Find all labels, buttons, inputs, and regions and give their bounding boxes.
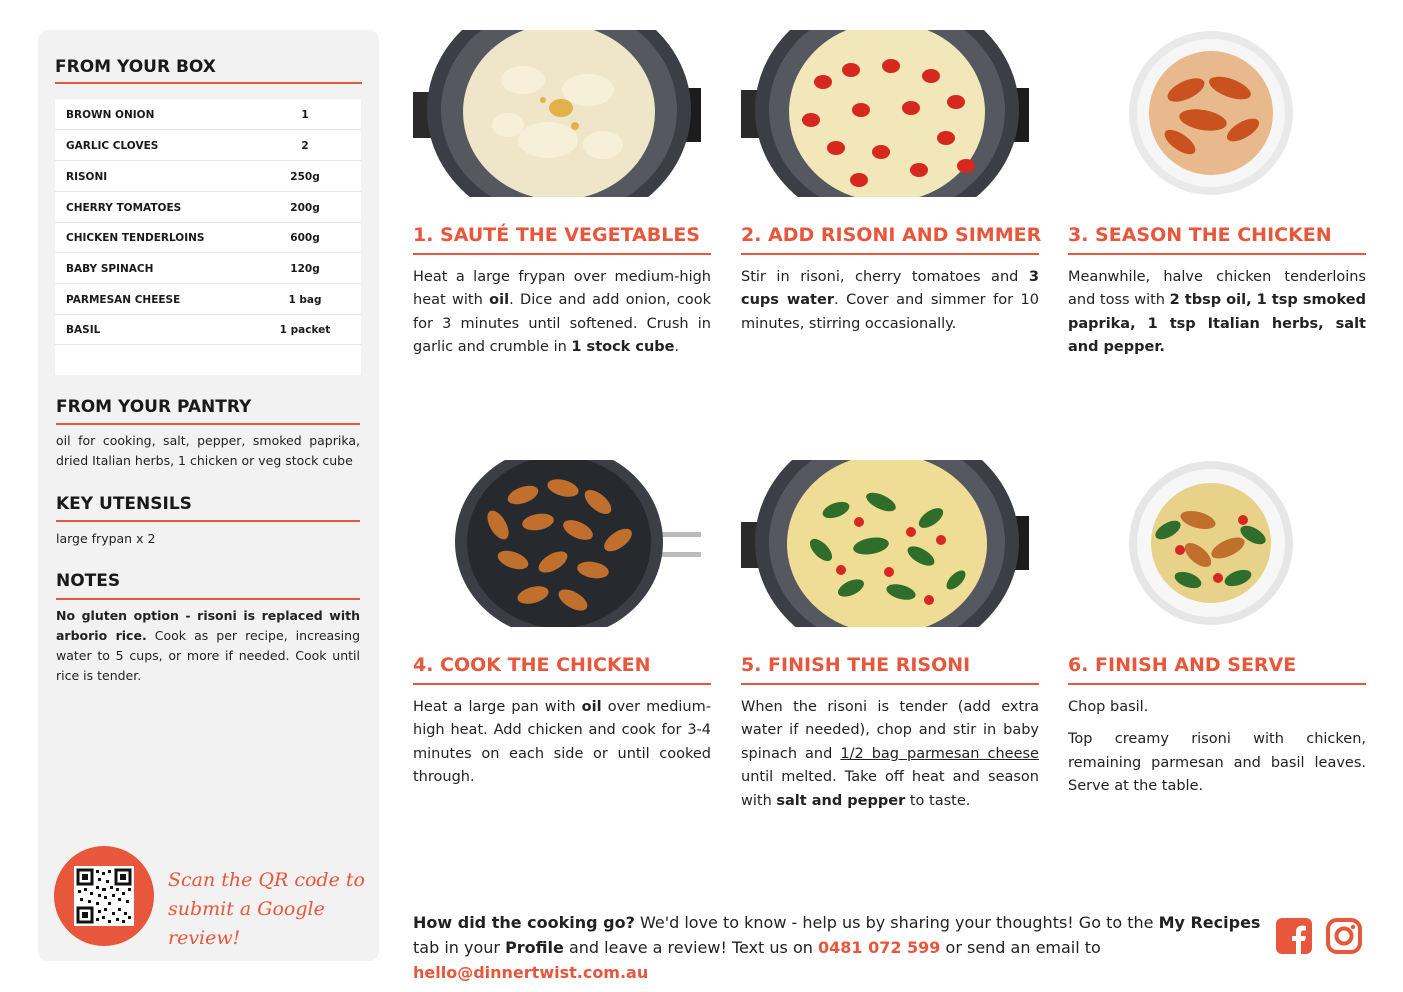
step-underline <box>413 253 711 255</box>
phone-link[interactable]: 0481 072 599 <box>817 938 941 957</box>
ingredient-qty: 250g <box>290 171 320 183</box>
ingredient-name: BABY SPINACH <box>66 263 154 275</box>
profile-link[interactable]: Profile <box>505 938 564 957</box>
step-bold: oil <box>489 292 510 309</box>
step-text: . <box>674 339 680 356</box>
step-5-body <box>741 696 1039 813</box>
step-text: When the risoni is tender (add extra water if needed), chop and stir in baby spinach and <box>741 699 1039 762</box>
step-4-photo <box>413 460 711 627</box>
step-underlined: 1/2 bag parmesan cheese <box>840 745 1039 762</box>
step-underline <box>413 683 711 685</box>
footer-text: We'd love to know - help us by sharing your thoughts! Go to the <box>634 913 1159 932</box>
table-row <box>55 222 361 253</box>
step-6-photo <box>1068 460 1366 627</box>
ingredient-qty: 1 packet <box>279 324 331 336</box>
email-link[interactable]: hello@dinnertwist.com.au <box>413 963 649 982</box>
step-text: to taste. <box>905 792 971 809</box>
step-2-body <box>741 266 1039 336</box>
table-row <box>55 284 361 315</box>
table-row <box>55 99 361 130</box>
step-text: until melted. Take off heat and season with <box>741 769 1039 809</box>
qr-badge <box>54 846 154 946</box>
footer-text: and leave a review! Text us on <box>563 938 818 957</box>
ingredients-table <box>55 99 361 375</box>
step-bold: 3 cups water <box>741 269 1039 309</box>
from-your-box-heading: FROM YOUR BOX <box>55 57 216 77</box>
step-text: . Cover and simmer for 10 minutes, stirring occasionally. <box>741 292 1039 332</box>
utensils-heading: KEY UTENSILS <box>56 494 192 514</box>
table-row <box>55 130 361 161</box>
heading-underline <box>56 520 360 522</box>
step-3-photo <box>1068 30 1366 197</box>
step-6-body <box>1068 696 1366 799</box>
notes-text <box>56 606 360 686</box>
step-6-title: 6. FINISH AND SERVE <box>1068 654 1297 676</box>
instagram-icon[interactable] <box>1325 917 1363 955</box>
ingredient-qty: 1 bag <box>288 294 322 306</box>
step-1-body <box>413 266 711 360</box>
step-4-body <box>413 696 711 790</box>
notes-bold: No gluten option - risoni is replaced with arborio rice. <box>56 608 360 643</box>
step-4-title: 4. COOK THE CHICKEN <box>413 654 651 676</box>
table-row <box>55 161 361 192</box>
ingredient-qty: 200g <box>290 202 320 214</box>
table-row <box>55 253 361 284</box>
step-text: Heat a large pan with <box>413 699 582 715</box>
qr-callout-line: Scan the QR code to <box>168 869 365 891</box>
step-text: Chop basil. <box>1068 699 1149 715</box>
ingredient-name: CHERRY TOMATOES <box>66 202 182 214</box>
heading-underline <box>56 423 360 425</box>
step-text: over medium-high heat. Add chicken and cook for 3-4 minutes on each side or until cooked through. <box>413 699 711 786</box>
step-underline <box>741 253 1039 255</box>
ingredient-qty: 1 <box>301 109 309 121</box>
ingredient-qty: 120g <box>290 263 320 275</box>
step-2-photo <box>741 30 1039 197</box>
step-1-photo <box>413 30 711 197</box>
step-bold: salt and pepper <box>776 792 906 809</box>
ingredient-name: RISONI <box>66 171 108 183</box>
footer-text: or send an email to <box>940 938 1101 957</box>
step-text: . Dice and add onion, cook for 3 minutes until softened. Crush in garlic and crumble in <box>413 292 712 356</box>
qr-callout-line: submit a Google review! <box>168 898 325 949</box>
ingredient-qty: 2 <box>301 140 309 152</box>
step-2-title: 2. ADD RISONI AND SIMMER <box>741 224 1042 246</box>
step-text: Top creamy risoni with chicken, remaining parmesan and basil leaves. Serve at the table. <box>1068 731 1366 795</box>
ingredient-name: BROWN ONION <box>66 109 155 121</box>
ingredient-name: CHICKEN TENDERLOINS <box>66 232 205 244</box>
table-row <box>55 192 361 223</box>
step-3-body <box>1068 266 1366 360</box>
utensils-text: large frypan x 2 <box>56 531 156 546</box>
table-row <box>55 314 361 345</box>
footer-text: tab in your <box>413 938 506 957</box>
step-5-title: 5. FINISH THE RISONI <box>741 654 971 676</box>
step-text: Meanwhile, halve chicken tenderloins and toss with <box>1068 269 1366 309</box>
step-text: Stir in risoni, cherry tomatoes and <box>741 269 1029 285</box>
step-1-title: 1. SAUTÉ THE VEGETABLES <box>413 224 700 246</box>
heading-underline <box>56 598 360 600</box>
pantry-text: oil for cooking, salt, pepper, smoked paprika, dried Italian herbs, 1 chicken or veg stock cube <box>56 433 360 468</box>
step-5-photo <box>741 460 1039 627</box>
step-3-title: 3. SEASON THE CHICKEN <box>1068 224 1332 246</box>
pantry-heading: FROM YOUR PANTRY <box>56 397 252 417</box>
ingredients-sidebar <box>38 30 379 961</box>
step-underline <box>1068 683 1366 685</box>
feedback-footer <box>413 910 1263 985</box>
step-underline <box>1068 253 1366 255</box>
step-underline <box>741 683 1039 685</box>
step-text: Heat a large frypan over medium-high heat with <box>413 269 711 309</box>
footer-question: How did the cooking go? <box>413 913 635 932</box>
notes-heading: NOTES <box>56 571 121 591</box>
notes-body: Cook as per recipe, increasing water to 5 cups, or more if needed. Cook until rice is tender. <box>56 628 361 683</box>
step-bold: 2 tbsp oil, 1 tsp smoked paprika, 1 tsp Italian herbs, salt and pepper. <box>1068 292 1366 356</box>
ingredient-name: PARMESAN CHEESE <box>66 294 181 306</box>
my-recipes-link[interactable]: My Recipes <box>1158 913 1261 932</box>
step-bold: 1 stock cube <box>571 339 675 356</box>
qr-code-icon[interactable] <box>74 866 134 926</box>
ingredient-qty: 600g <box>290 232 320 244</box>
facebook-icon[interactable] <box>1275 917 1313 955</box>
qr-callout <box>168 866 379 953</box>
step-bold: oil <box>581 699 602 715</box>
ingredient-name: BASIL <box>66 324 101 336</box>
heading-underline <box>55 82 362 84</box>
ingredient-name: GARLIC CLOVES <box>66 140 159 152</box>
